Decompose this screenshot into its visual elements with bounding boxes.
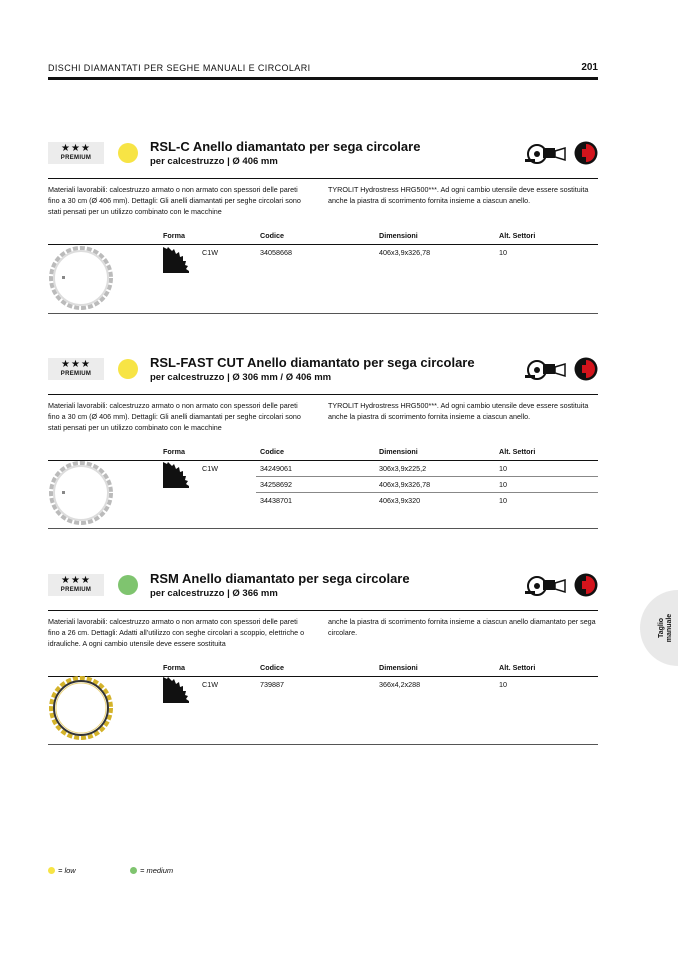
concrete-category-icon	[574, 141, 598, 165]
stars-rating: ★★★	[61, 143, 91, 154]
level-low-dot	[118, 143, 138, 163]
dimensioni-value: 306x3,9x225,2	[379, 464, 427, 473]
product-title: RSM Anello diamantato per sega circolare	[150, 571, 410, 586]
col-dimensioni: Dimensioni	[379, 231, 418, 240]
concrete-category-icon	[574, 357, 598, 381]
product-section-rsl-c	[48, 136, 598, 316]
col-dimensioni: Dimensioni	[379, 447, 418, 456]
side-tab-line1: Taglio	[658, 617, 665, 639]
header-rule	[48, 77, 598, 80]
shape-code: C1W	[202, 248, 218, 257]
alt-settori-value: 10	[499, 464, 507, 473]
col-codice: Codice	[260, 663, 284, 672]
concrete-category-icon	[574, 573, 598, 597]
level-low-dot	[118, 359, 138, 379]
codice-value: 34058668	[260, 248, 292, 257]
legend-low-label: = low	[58, 866, 76, 875]
stars-rating: ★★★	[61, 575, 91, 586]
description-right: TYROLIT Hydrostress HRG500***. Ad ogni cambio utensile deve essere sostituita anche la piastra di scorrimento fornita insieme a ciascun anello.	[328, 401, 589, 421]
table-row	[48, 461, 598, 475]
product-title: RSL-FAST CUT Anello diamantato per sega circolare	[150, 355, 475, 370]
page-number: 201	[581, 62, 598, 73]
codice-value: 739887	[260, 680, 284, 689]
legend-medium-dot	[130, 867, 137, 874]
alt-settori-value: 10	[499, 496, 507, 505]
codice-value: 34258692	[260, 480, 292, 489]
legend-medium-label: = medium	[140, 866, 174, 875]
level-medium-dot	[118, 575, 138, 595]
table-header	[48, 661, 598, 675]
table-row	[48, 477, 598, 491]
premium-badge	[48, 358, 104, 380]
product-section-rsl-fast-cut	[48, 352, 598, 532]
col-forma: Forma	[163, 231, 185, 240]
alt-settori-value: 10	[499, 680, 507, 689]
dimensioni-value: 406x3,9x320	[379, 496, 421, 505]
table-row	[48, 493, 598, 507]
section-end-rule	[48, 744, 598, 745]
legend-low	[48, 866, 76, 875]
shape-code: C1W	[202, 464, 218, 473]
dimensioni-value: 406x3,9x326,78	[379, 480, 431, 489]
dimensioni-value: 406x3,9x326,78	[379, 248, 431, 257]
section-rule	[48, 610, 598, 611]
circular-saw-icon	[523, 358, 569, 382]
table-header	[48, 229, 598, 243]
section-rule	[48, 394, 598, 395]
description-left: Materiali lavorabili: calcestruzzo armato o non armato con spessori delle pareti fino a 30 cm (Ø 406 mm). Dettagli: Gli anelli diamantati per seghe circolari sono stati pensati per un utilizzo combinato con le macchine	[48, 185, 301, 216]
stars-rating: ★★★	[61, 359, 91, 370]
table-header	[48, 445, 598, 459]
col-forma: Forma	[163, 447, 185, 456]
col-forma: Forma	[163, 663, 185, 672]
premium-badge	[48, 142, 104, 164]
legend-medium	[130, 866, 173, 875]
col-codice: Codice	[260, 447, 284, 456]
description-left: Materiali lavorabili: calcestruzzo armato o non armato con spessori delle pareti fino a 26 cm. Dettagli: Adatti all’utilizzo con seghe circolari a scoppio, elettriche o idrauliche. A ogni cambio utensile deve essere sostituita	[48, 617, 305, 648]
badge-label: PREMIUM	[60, 155, 92, 161]
shape-code: C1W	[202, 680, 218, 689]
col-codice: Codice	[260, 231, 284, 240]
badge-label: PREMIUM	[60, 371, 92, 377]
alt-settori-value: 10	[499, 480, 507, 489]
col-dimensioni: Dimensioni	[379, 663, 418, 672]
description-right: TYROLIT Hydrostress HRG500***. Ad ogni cambio utensile deve essere sostituita anche la piastra di scorrimento fornita insieme a ciascun anello.	[328, 185, 589, 205]
side-tab-label	[658, 614, 674, 642]
product-subtitle: per calcestruzzo | Ø 306 mm / Ø 406 mm	[150, 372, 332, 383]
table-row	[48, 245, 598, 259]
codice-value: 34249061	[260, 464, 292, 473]
table-row	[48, 677, 598, 691]
side-tab-line2: manuale	[666, 613, 673, 643]
col-alt-settori: Alt. Settori	[499, 231, 536, 240]
section-end-rule	[48, 528, 598, 529]
badge-label: PREMIUM	[60, 587, 92, 593]
section-rule	[48, 178, 598, 179]
circular-saw-icon	[523, 142, 569, 166]
legend-low-dot	[48, 867, 55, 874]
product-subtitle: per calcestruzzo | Ø 366 mm	[150, 588, 278, 599]
dimensioni-value: 366x4,2x288	[379, 680, 421, 689]
col-alt-settori: Alt. Settori	[499, 663, 536, 672]
col-alt-settori: Alt. Settori	[499, 447, 536, 456]
codice-value: 34438701	[260, 496, 292, 505]
premium-badge	[48, 574, 104, 596]
section-end-rule	[48, 313, 598, 314]
description-left: Materiali lavorabili: calcestruzzo armato o non armato con spessori delle pareti fino a 30 cm (Ø 406 mm). Dettagli: Gli anelli diamantati per seghe circolari sono stati pensati per un utilizzo combinato con le macchine	[48, 401, 301, 432]
circular-saw-icon	[523, 574, 569, 598]
header-title: DISCHI DIAMANTATI PER SEGHE MANUALI E CIRCOLARI	[48, 63, 311, 73]
product-subtitle: per calcestruzzo | Ø 406 mm	[150, 156, 278, 167]
product-title: RSL-C Anello diamantato per sega circolare	[150, 139, 421, 154]
product-section-rsm	[48, 568, 598, 748]
description-right: anche la piastra di scorrimento fornita insieme a ciascun anello diamantato per sega circolare.	[328, 617, 596, 637]
alt-settori-value: 10	[499, 248, 507, 257]
